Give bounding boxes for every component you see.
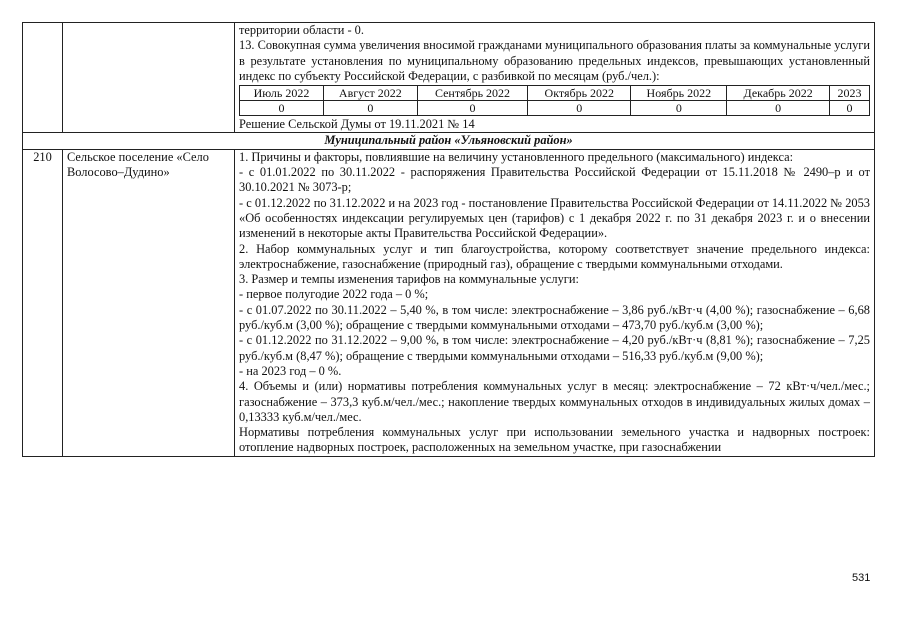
index-table: [22, 22, 875, 457]
paragraph: - на 2023 год – 0 %.: [239, 363, 342, 378]
months-values-row: [240, 101, 870, 116]
month-value: 0: [323, 101, 417, 116]
month-value: 0: [240, 101, 324, 116]
cell-name-empty: [63, 23, 235, 133]
month-value: 0: [417, 101, 528, 116]
paragraph: - с 01.07.2022 по 30.11.2022 – 5,40 %, в том числе: электроснабжение – 3,86 руб./кВт·ч (4,00 %); газоснабжение – 6,68 руб./куб.м (3,00 %); обращение с твердыми коммунальными отходами – 473,70 руб./куб.м (3,00 %);: [239, 302, 870, 333]
table-row-continuation: [23, 23, 875, 133]
paragraph: Нормативы потребления коммунальных услуг при использовании земельного участка и надворных построек: отопление надворных построек, расположенных на земельном участке, при газоснабжении: [239, 425, 870, 455]
paragraph: 1. Причины и факторы, повлиявшие на величину установленного предельного (максимального) индекса:: [239, 149, 794, 164]
paragraph: - первое полугодие 2022 года – 0 %;: [239, 287, 429, 302]
month-value: 0: [528, 101, 631, 116]
paragraph: 13. Совокупная сумма увеличения вносимой гражданами муниципального образования платы за коммунальные услуги в результате установления по муниципальному образованию предельных индексов, превышающих установленный индекс по субъекту Российской Федерации, с разбивкой по месяцам (руб./чел.):: [239, 38, 870, 83]
entry-description: [235, 149, 875, 456]
section-title: Муниципальный район «Ульяновский район»: [23, 133, 875, 149]
section-header-row: [23, 133, 875, 149]
table-row-entry: [23, 149, 875, 456]
month-value: 0: [829, 101, 869, 116]
month-header: Июль 2022: [240, 86, 324, 101]
month-header: Сентябрь 2022: [417, 86, 528, 101]
paragraph: 3. Размер и темпы изменения тарифов на коммунальные услуги:: [239, 272, 579, 287]
entry-municipality-name: Сельское поселение «Село Волосово–Дудино»: [63, 149, 235, 456]
decision-reference: Решение Сельской Думы от 19.11.2021 № 14: [239, 117, 475, 132]
paragraph: 4. Объемы и (или) нормативы потребления коммунальных услуг в месяц: электроснабжение – 72 кВт·ч/чел./мес.; газоснабжение – 373,3 куб.м/чел./мес.; накопление твердых коммунальных отходов в индивидуальных жилых домах – 0,13333 куб.м/чел./мес.: [239, 379, 870, 424]
month-header: Ноябрь 2022: [631, 86, 727, 101]
page-number: 531: [852, 572, 871, 584]
paragraph: - с 01.12.2022 по 31.12.2022 и на 2023 год - постановление Правительства Российской Федерации от 14.11.2022 № 2053 «Об особенностях индексации регулируемых цен (тарифов) с 1 декабря 2022 г. по 31 декабря 2023 г. и о внесении изменений в некоторые акты Правительства Российской Федерации».: [239, 195, 870, 241]
months-table: [239, 85, 870, 116]
month-header: 2023: [829, 86, 869, 101]
month-header: Декабрь 2022: [727, 86, 830, 101]
month-value: 0: [631, 101, 727, 116]
entry-number: 210: [23, 149, 63, 456]
paragraph: 2. Набор коммунальных услуг и тип благоустройства, которому соответствует значение предельного индекса: электроснабжение, газоснабжение (природный газ), обращение с твердыми коммунальными отходами.: [239, 241, 870, 271]
month-value: 0: [727, 101, 830, 116]
month-header: Август 2022: [323, 86, 417, 101]
cell-number-empty: [23, 23, 63, 133]
paragraph: территории области - 0.: [239, 23, 364, 37]
cell-description-continuation: [235, 23, 875, 133]
months-header-row: [240, 86, 870, 101]
paragraph: - с 01.01.2022 по 30.11.2022 - распоряжения Правительства Российской Федерации от 15.11.2018 № 2490–р и от 30.10.2021 № 3073-р;: [239, 165, 870, 195]
paragraph: - с 01.12.2022 по 31.12.2022 – 9,00 %, в том числе: электроснабжение – 4,20 руб./кВт·ч (8,81 %); газоснабжение – 7,25 руб./куб.м (8,47 %); обращение с твердыми коммунальными отходами – 516,33 руб./куб.м (9,00 %);: [239, 333, 870, 363]
month-header: Октябрь 2022: [528, 86, 631, 101]
